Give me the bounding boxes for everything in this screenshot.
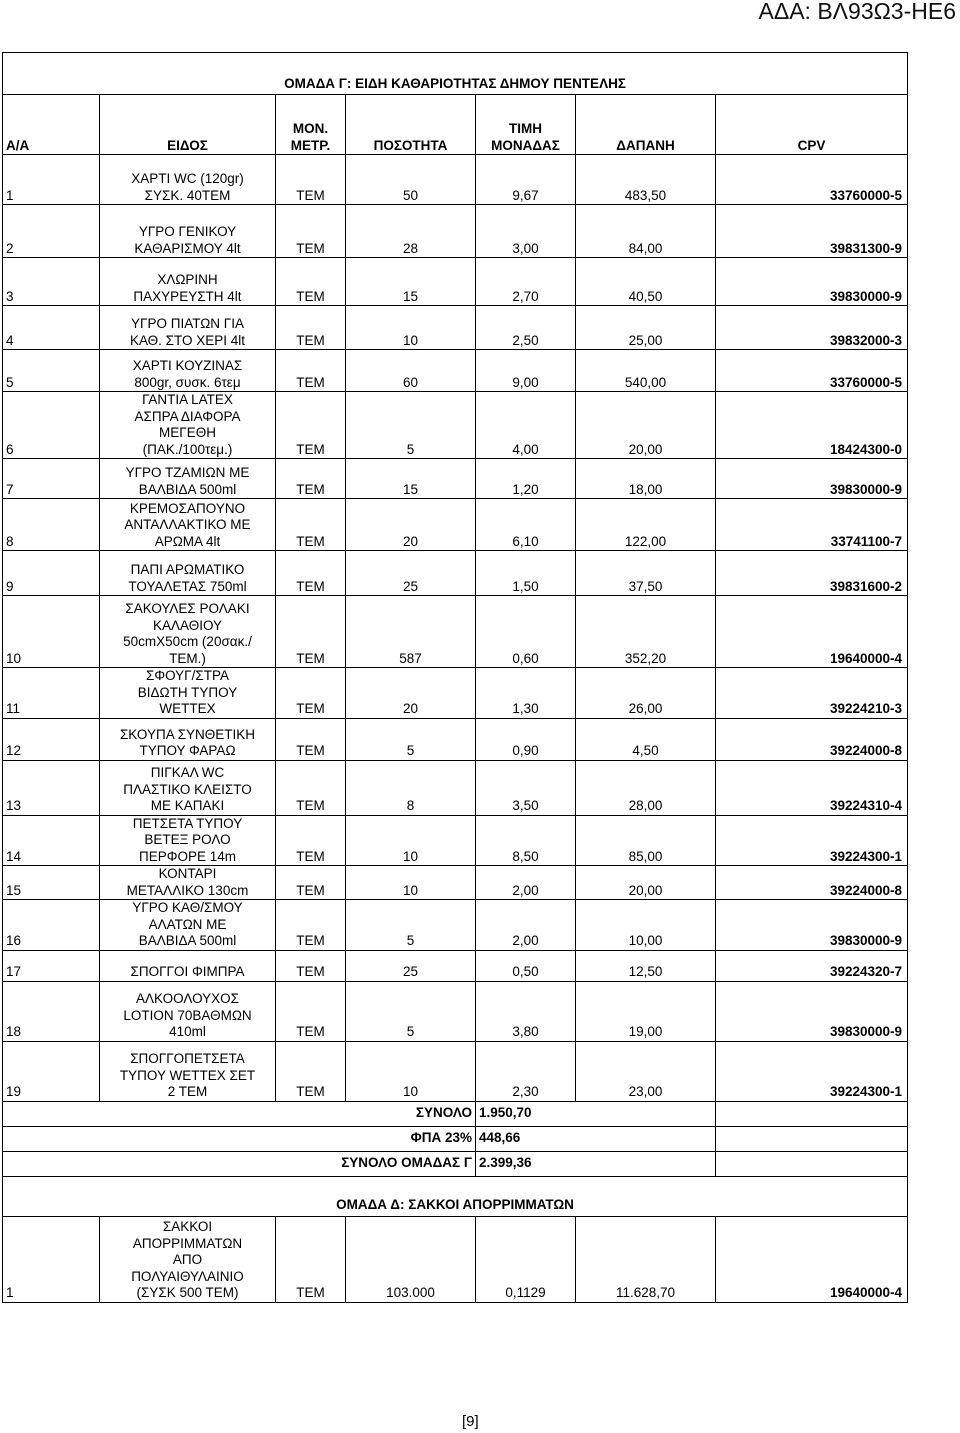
cell-total: 37,50 <box>576 551 716 596</box>
col-header-unit: ΜΟΝ. ΜΕΤΡ. <box>276 95 346 155</box>
cell-item: ΓΑΝΤΙΑ LATEX ΑΣΠΡΑ ΔΙΑΦΟΡΑ ΜΕΓΕΘΗ (ΠΑΚ./100τεμ.) <box>100 392 276 459</box>
cell-qty: 5 <box>346 718 476 760</box>
summary-row <box>3 1101 908 1126</box>
cell-idx: 18 <box>3 981 100 1041</box>
cell-item: ΚΟΝΤΑΡΙ ΜΕΤΑΛΛΙΚΟ 130cm <box>100 866 276 900</box>
table-row <box>3 596 908 668</box>
table-row <box>3 459 908 499</box>
table-row <box>3 258 908 306</box>
cell-qty: 15 <box>346 258 476 306</box>
table-row <box>3 815 908 866</box>
summary-label: ΣΥΝΟΛΟ ΟΜΑΔΑΣ Γ <box>3 1151 476 1176</box>
cell-unit: ΤΕΜ <box>276 900 346 951</box>
table-row <box>3 718 908 760</box>
cell-cpv: 39224310-4 <box>716 760 908 815</box>
cell-unit: ΤΕΜ <box>276 306 346 350</box>
cell-price: 2,00 <box>476 900 576 951</box>
cell-idx: 17 <box>3 950 100 981</box>
cell-qty: 10 <box>346 306 476 350</box>
cell-item: ΠΕΤΣΕΤΑ ΤΥΠΟΥ ΒΕΤΕΞ ΡΟΛΟ ΠΕΡΦΟΡΕ 14m <box>100 815 276 866</box>
cell-cpv: 39830000-9 <box>716 459 908 499</box>
cell-price: 3,00 <box>476 205 576 258</box>
cell-total: 10,00 <box>576 900 716 951</box>
summary-label: ΦΠΑ 23% <box>3 1126 476 1151</box>
cell-item: ΣΦΟΥΓ/ΣΤΡΑ ΒΙΔΩΤΗ ΤΥΠΟΥ WETTEX <box>100 668 276 719</box>
cell-cpv: 39224000-8 <box>716 718 908 760</box>
procurement-table <box>2 52 908 1303</box>
cell-qty: 5 <box>346 900 476 951</box>
cell-idx: 7 <box>3 459 100 499</box>
cell-price: 6,10 <box>476 499 576 551</box>
cell-qty: 10 <box>346 815 476 866</box>
table-row <box>3 306 908 350</box>
table-row <box>3 205 908 258</box>
cell-price: 0,50 <box>476 950 576 981</box>
cell-unit: ΤΕΜ <box>276 981 346 1041</box>
cell-item: ΧΑΡΤΙ WC (120gr) ΣΥΣΚ. 40ΤΕΜ <box>100 155 276 205</box>
cell-price: 4,00 <box>476 392 576 459</box>
ada-header: ΑΔΑ: ΒΛ93Ω3-ΗΕ6 <box>758 0 956 24</box>
cell-item: ΣΑΚΟΥΛΕΣ ΡΟΛΑΚΙ ΚΑΛΑΘΙΟΥ 50cmX50cm (20σακ./ ΤΕΜ.) <box>100 596 276 668</box>
group-d-title: ΟΜΑΔΑ Δ: ΣΑΚΚΟΙ ΑΠΟΡΡΙΜΜΑΤΩΝ <box>3 1176 908 1216</box>
group-g-title: ΟΜΑΔΑ Γ: ΕΙΔΗ ΚΑΘΑΡΙΟΤΗΤΑΣ ΔΗΜΟΥ ΠΕΝΤΕΛΗΣ <box>3 53 908 95</box>
cell-idx: 3 <box>3 258 100 306</box>
cell-cpv: 33760000-5 <box>716 155 908 205</box>
cell-qty: 28 <box>346 205 476 258</box>
cell-idx: 9 <box>3 551 100 596</box>
cell-cpv: 39830000-9 <box>716 258 908 306</box>
cell-unit: ΤΕΜ <box>276 258 346 306</box>
summary-value: 2.399,36 <box>476 1151 716 1176</box>
cell-cpv: 39224000-8 <box>716 866 908 900</box>
summary-value: 1.950,70 <box>476 1101 716 1126</box>
cell-unit: ΤΕΜ <box>276 1041 346 1101</box>
cell-unit: ΤΕΜ <box>276 350 346 392</box>
cell-price: 8,50 <box>476 815 576 866</box>
cell-cpv: 39224320-7 <box>716 950 908 981</box>
cell-item: ΠΑΠΙ ΑΡΩΜΑΤΙΚΟ ΤΟΥΑΛΕΤΑΣ 750ml <box>100 551 276 596</box>
cell-cpv: 39224300-1 <box>716 1041 908 1101</box>
cell-unit: ΤΕΜ <box>276 1216 346 1302</box>
cell-idx: 2 <box>3 205 100 258</box>
summary-row <box>3 1151 908 1176</box>
cell-cpv: 39830000-9 <box>716 900 908 951</box>
cell-unit: ΤΕΜ <box>276 155 346 205</box>
cell-cpv: 19640000-4 <box>716 596 908 668</box>
cell-unit: ΤΕΜ <box>276 950 346 981</box>
summary-blank <box>716 1101 908 1126</box>
cell-qty: 587 <box>346 596 476 668</box>
cell-price: 9,00 <box>476 350 576 392</box>
cell-price: 1,20 <box>476 459 576 499</box>
cell-cpv: 33760000-5 <box>716 350 908 392</box>
cell-item: ΣΠΟΓΓΟΙ ΦΙΜΠΡΑ <box>100 950 276 981</box>
cell-unit: ΤΕΜ <box>276 551 346 596</box>
col-header-price: ΤΙΜΗ ΜΟΝΑΔΑΣ <box>476 95 576 155</box>
cell-item: ΧΑΡΤΙ ΚΟΥΖΙΝΑΣ 800gr, συσκ. 6τεμ <box>100 350 276 392</box>
table-row <box>3 499 908 551</box>
cell-item: ΣΑΚΚΟΙ ΑΠΟΡΡΙΜΜΑΤΩΝ ΑΠΟ ΠΟΛΥΑΙΘΥΛΑΙΝΙΟ (ΣΥΣΚ 500 ΤΕΜ) <box>100 1216 276 1302</box>
col-header-item: ΕΙΔΟΣ <box>100 95 276 155</box>
column-header-row <box>3 95 908 155</box>
col-header-cpv: CPV <box>716 95 908 155</box>
cell-qty: 103.000 <box>346 1216 476 1302</box>
cell-idx: 15 <box>3 866 100 900</box>
cell-idx: 16 <box>3 900 100 951</box>
table-row <box>3 350 908 392</box>
cell-idx: 19 <box>3 1041 100 1101</box>
table-row <box>3 950 908 981</box>
cell-idx: 4 <box>3 306 100 350</box>
table-row <box>3 900 908 951</box>
cell-qty: 25 <box>346 551 476 596</box>
cell-total: 25,00 <box>576 306 716 350</box>
cell-cpv: 39831600-2 <box>716 551 908 596</box>
table-row <box>3 1216 908 1302</box>
cell-price: 2,00 <box>476 866 576 900</box>
cell-item: ΥΓΡΟ ΠΙΑΤΩΝ ΓΙΑ ΚΑΘ. ΣΤΟ ΧΕΡΙ 4lt <box>100 306 276 350</box>
cell-idx: 12 <box>3 718 100 760</box>
cell-qty: 20 <box>346 668 476 719</box>
cell-qty: 15 <box>346 459 476 499</box>
page-number: [9] <box>462 1413 479 1430</box>
table-row <box>3 668 908 719</box>
cell-total: 18,00 <box>576 459 716 499</box>
cell-price: 2,30 <box>476 1041 576 1101</box>
cell-cpv: 39830000-9 <box>716 981 908 1041</box>
cell-idx: 1 <box>3 155 100 205</box>
cell-total: 352,20 <box>576 596 716 668</box>
cell-item: ΠΙΓΚΑΛ WC ΠΛΑΣΤΙΚΟ ΚΛΕΙΣΤΟ ΜΕ ΚΑΠΑΚΙ <box>100 760 276 815</box>
cell-qty: 8 <box>346 760 476 815</box>
cell-total: 40,50 <box>576 258 716 306</box>
cell-total: 23,00 <box>576 1041 716 1101</box>
cell-qty: 50 <box>346 155 476 205</box>
cell-total: 20,00 <box>576 866 716 900</box>
cell-price: 2,70 <box>476 258 576 306</box>
cell-price: 3,50 <box>476 760 576 815</box>
cell-price: 1,30 <box>476 668 576 719</box>
cell-idx: 1 <box>3 1216 100 1302</box>
cell-total: 84,00 <box>576 205 716 258</box>
cell-unit: ΤΕΜ <box>276 815 346 866</box>
summary-blank <box>716 1151 908 1176</box>
cell-item: ΥΓΡΟ ΚΑΘ/ΣΜΟΥ ΑΛΑΤΩΝ ΜΕ ΒΑΛΒΙΔΑ 500ml <box>100 900 276 951</box>
cell-item: ΥΓΡΟ ΓΕΝΙΚΟΥ ΚΑΘΑΡΙΣΜΟΥ 4lt <box>100 205 276 258</box>
cell-idx: 6 <box>3 392 100 459</box>
cell-price: 9,67 <box>476 155 576 205</box>
cell-cpv: 18424300-0 <box>716 392 908 459</box>
summary-value: 448,66 <box>476 1126 716 1151</box>
cell-total: 483,50 <box>576 155 716 205</box>
table-row <box>3 981 908 1041</box>
table-row <box>3 551 908 596</box>
cell-idx: 13 <box>3 760 100 815</box>
cell-price: 0,60 <box>476 596 576 668</box>
cell-total: 26,00 <box>576 668 716 719</box>
cell-price: 2,50 <box>476 306 576 350</box>
cell-unit: ΤΕΜ <box>276 459 346 499</box>
table-row <box>3 760 908 815</box>
cell-total: 11.628,70 <box>576 1216 716 1302</box>
cell-unit: ΤΕΜ <box>276 866 346 900</box>
cell-unit: ΤΕΜ <box>276 499 346 551</box>
col-header-idx: Α/Α <box>3 95 100 155</box>
summary-label: ΣΥΝΟΛΟ <box>3 1101 476 1126</box>
cell-qty: 5 <box>346 981 476 1041</box>
cell-cpv: 39224300-1 <box>716 815 908 866</box>
cell-qty: 10 <box>346 1041 476 1101</box>
cell-unit: ΤΕΜ <box>276 668 346 719</box>
cell-qty: 20 <box>346 499 476 551</box>
table-row <box>3 1041 908 1101</box>
cell-item: ΚΡΕΜΟΣΑΠΟΥΝΟ ΑΝΤΑΛΛΑΚΤΙΚΟ ΜΕ ΑΡΩΜΑ 4lt <box>100 499 276 551</box>
cell-cpv: 39224210-3 <box>716 668 908 719</box>
cell-unit: ΤΕΜ <box>276 392 346 459</box>
cell-cpv: 19640000-4 <box>716 1216 908 1302</box>
cell-idx: 11 <box>3 668 100 719</box>
cell-unit: ΤΕΜ <box>276 760 346 815</box>
cell-total: 540,00 <box>576 350 716 392</box>
cell-idx: 14 <box>3 815 100 866</box>
col-header-total: ΔΑΠΑΝΗ <box>576 95 716 155</box>
cell-item: ΧΛΩΡΙΝΗ ΠΑΧΥΡΕΥΣΤΗ 4lt <box>100 258 276 306</box>
cell-price: 1,50 <box>476 551 576 596</box>
cell-total: 12,50 <box>576 950 716 981</box>
cell-qty: 60 <box>346 350 476 392</box>
cell-idx: 5 <box>3 350 100 392</box>
cell-total: 20,00 <box>576 392 716 459</box>
cell-total: 4,50 <box>576 718 716 760</box>
cell-cpv: 39831300-9 <box>716 205 908 258</box>
summary-blank <box>716 1126 908 1151</box>
cell-item: ΣΠΟΓΓΟΠΕΤΣΕΤΑ ΤΥΠΟΥ WETTEX ΣΕΤ 2 ΤΕΜ <box>100 1041 276 1101</box>
cell-unit: ΤΕΜ <box>276 205 346 258</box>
cell-cpv: 39832000-3 <box>716 306 908 350</box>
table-row <box>3 866 908 900</box>
cell-qty: 10 <box>346 866 476 900</box>
cell-qty: 5 <box>346 392 476 459</box>
cell-idx: 8 <box>3 499 100 551</box>
cell-cpv: 33741100-7 <box>716 499 908 551</box>
cell-item: ΑΛΚΟΟΛΟΥΧΟΣ LOTION 70ΒΑΘΜΩΝ 410ml <box>100 981 276 1041</box>
summary-row <box>3 1126 908 1151</box>
cell-unit: ΤΕΜ <box>276 718 346 760</box>
cell-price: 0,90 <box>476 718 576 760</box>
cell-total: 28,00 <box>576 760 716 815</box>
cell-price: 3,80 <box>476 981 576 1041</box>
cell-item: ΣΚΟΥΠΑ ΣΥΝΘΕΤΙΚΗ ΤΥΠΟΥ ΦΑΡΑΩ <box>100 718 276 760</box>
cell-total: 19,00 <box>576 981 716 1041</box>
cell-price: 0,1129 <box>476 1216 576 1302</box>
table-row <box>3 392 908 459</box>
cell-total: 85,00 <box>576 815 716 866</box>
cell-idx: 10 <box>3 596 100 668</box>
cell-item: ΥΓΡΟ ΤΖΑΜΙΩΝ ΜΕ ΒΑΛΒΙΔΑ 500ml <box>100 459 276 499</box>
cell-total: 122,00 <box>576 499 716 551</box>
col-header-qty: ΠΟΣΟΤΗΤΑ <box>346 95 476 155</box>
cell-qty: 25 <box>346 950 476 981</box>
cell-unit: ΤΕΜ <box>276 596 346 668</box>
table-row <box>3 155 908 205</box>
